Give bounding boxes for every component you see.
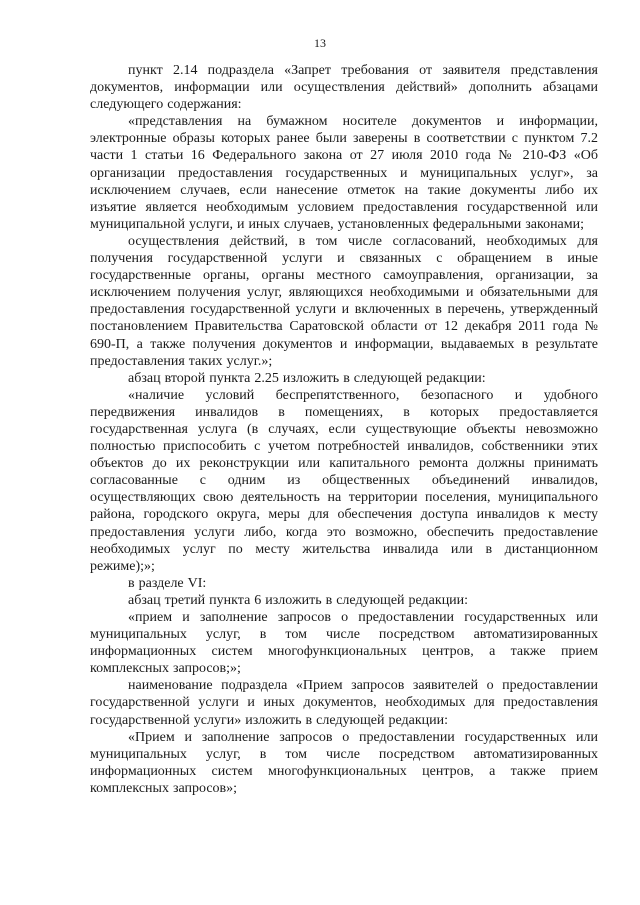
paragraph-10: «Прием и заполнение запросов о предоставлении государственных или муниципальных услуг, в том числе посредством автоматизированных информационных систем многофункциональных центров, а также прием комплексных запросов»; [90,729,598,796]
paragraph-3: осуществления действий, в том числе согласований, необходимых для получения государственной услуги и связанных с обращением в иные государственные органы, органы местного самоуправления, организации, за исключением получения услуг, являющихся необходимыми и обязательными для предоставления государственной услуги и включенных в перечень, утвержденный постановлением Правительства Саратовской области от 12 декабря 2011 года № 690-П, а также получения документов и информации, выдаваемых в результате предоставления таких услуг.»; [90,233,598,369]
page-number: 13 [314,36,326,50]
paragraph-6: в разделе VI: [128,575,207,591]
paragraph-2: «представления на бумажном носителе документов и информации, электронные образы которых ранее были заверены в соответствии с пунктом 7.2 части 1 статьи 16 Федерального закона от 27 июля 2010 года № 210-ФЗ «Об организации предоставления государственных и муниципальных услуг», за исключением случаев, если нанесение отметок на такие документы либо их изъятие является необходимым условием предоставления государственной или муниципальной услуги, и иных случаев, установленных федеральными законами; [90,114,598,232]
paragraph-1: пункт 2.14 подраздела «Запрет требования от заявителя представления документов, информации или осуществления действий» дополнить абзацами следующего содержания: [90,63,598,113]
paragraph-9: наименование подраздела «Прием запросов заявителей о предоставлении государственной услуги и иных документов, необходимых для предоставления государственной услуги» изложить в следующей редакции: [90,678,598,728]
paragraph-7: абзац третий пункта 6 изложить в следующей редакции: [128,592,469,608]
paragraph-8: «прием и заполнение запросов о предоставлении государственных или муниципальных услуг, в том числе посредством автоматизированных информационных систем многофункциональных центров, а также прием комплексных запросов;»; [90,610,598,677]
paragraph-5: «наличие условий беспрепятственного, безопасного и удобного передвижения инвалидов в помещениях, в которых предоставляется государственная услуга (в случаях, если существующие объекты невозможно полностью приспособить с учетом потребностей инвалидов, собственники этих объектов до их реконструкции или капитального ремонта должны принимать согласованные с одним из общественных объединений инвалидов, осуществляющих свою деятельность на территории поселения, муниципального района, городского округа, меры для обеспечения доступа инвалидов к месту предоставления услуги либо, когда это возможно, обеспечить предоставление необходимых услуг по месту жительства инвалида или в дистанционном режиме);»; [90,387,598,574]
paragraph-4: абзац второй пункта 2.25 изложить в следующей редакции: [128,370,486,386]
document-body [90,62,598,797]
